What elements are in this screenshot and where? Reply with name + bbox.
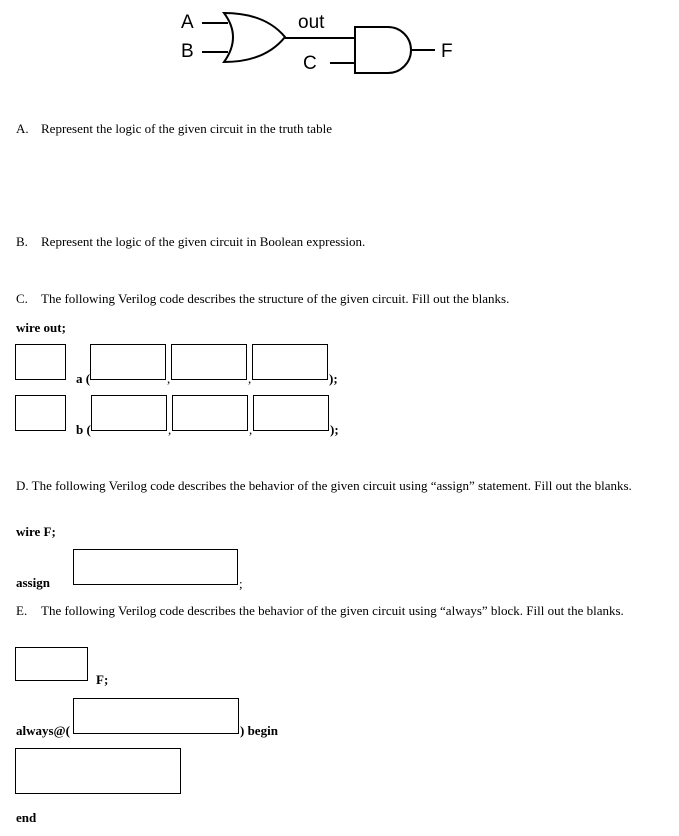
port-blank-a1[interactable] bbox=[90, 344, 166, 380]
close-paren: ); bbox=[330, 422, 339, 437]
label-f: F bbox=[441, 41, 453, 62]
close-paren: ); bbox=[329, 371, 338, 386]
question-e-text: The following Verilog code describes the behavior of the given circuit using “always” block. Fill out the blanks. bbox=[41, 603, 624, 618]
always-keyword: always@( bbox=[16, 723, 70, 738]
question-b-text: Represent the logic of the given circuit in Boolean expression. bbox=[41, 234, 366, 249]
port-blank-b2[interactable] bbox=[172, 395, 248, 431]
end-keyword: end bbox=[16, 810, 37, 825]
or-gate bbox=[224, 13, 285, 62]
gate-type-blank-2[interactable] bbox=[15, 395, 66, 431]
sensitivity-list-blank[interactable] bbox=[73, 698, 239, 734]
assign-semicolon: ; bbox=[239, 576, 243, 591]
comma: , bbox=[168, 422, 172, 437]
label-a: A bbox=[181, 12, 194, 33]
port-blank-a2[interactable] bbox=[171, 344, 247, 380]
question-c-text: The following Verilog code describes the structure of the given circuit. Fill out the blanks. bbox=[41, 291, 510, 306]
port-blank-a3[interactable] bbox=[252, 344, 328, 380]
always-body-blank[interactable] bbox=[15, 748, 181, 794]
instance-b-label: b ( bbox=[76, 422, 91, 437]
comma: , bbox=[249, 422, 253, 437]
label-b: B bbox=[181, 41, 194, 62]
code-wire-out: wire out; bbox=[16, 320, 66, 335]
comma: , bbox=[167, 371, 171, 386]
assign-keyword: assign bbox=[16, 575, 50, 590]
comma: , bbox=[248, 371, 252, 386]
and-gate bbox=[355, 27, 411, 73]
port-blank-b3[interactable] bbox=[253, 395, 329, 431]
label-out: out bbox=[298, 12, 325, 33]
question-c-letter: C. bbox=[16, 291, 28, 306]
question-a-text: Represent the logic of the given circuit in the truth table bbox=[41, 121, 332, 136]
begin-keyword: ) begin bbox=[240, 723, 278, 738]
question-e-letter: E. bbox=[16, 603, 28, 618]
port-blank-b1[interactable] bbox=[91, 395, 167, 431]
assign-expression-blank[interactable] bbox=[73, 549, 238, 585]
gate-type-blank-1[interactable] bbox=[15, 344, 66, 380]
f-type-blank[interactable] bbox=[15, 647, 88, 681]
question-a-letter: A. bbox=[16, 121, 29, 136]
f-decl: F; bbox=[96, 672, 109, 687]
instance-a-label: a ( bbox=[76, 371, 91, 386]
code-wire-f: wire F; bbox=[16, 524, 56, 539]
question-b-letter: B. bbox=[16, 234, 28, 249]
question-d-text: D. The following Verilog code describes the behavior of the given circuit using “assign” statement. Fill out the blanks. bbox=[16, 478, 632, 493]
label-c: C bbox=[303, 53, 317, 74]
